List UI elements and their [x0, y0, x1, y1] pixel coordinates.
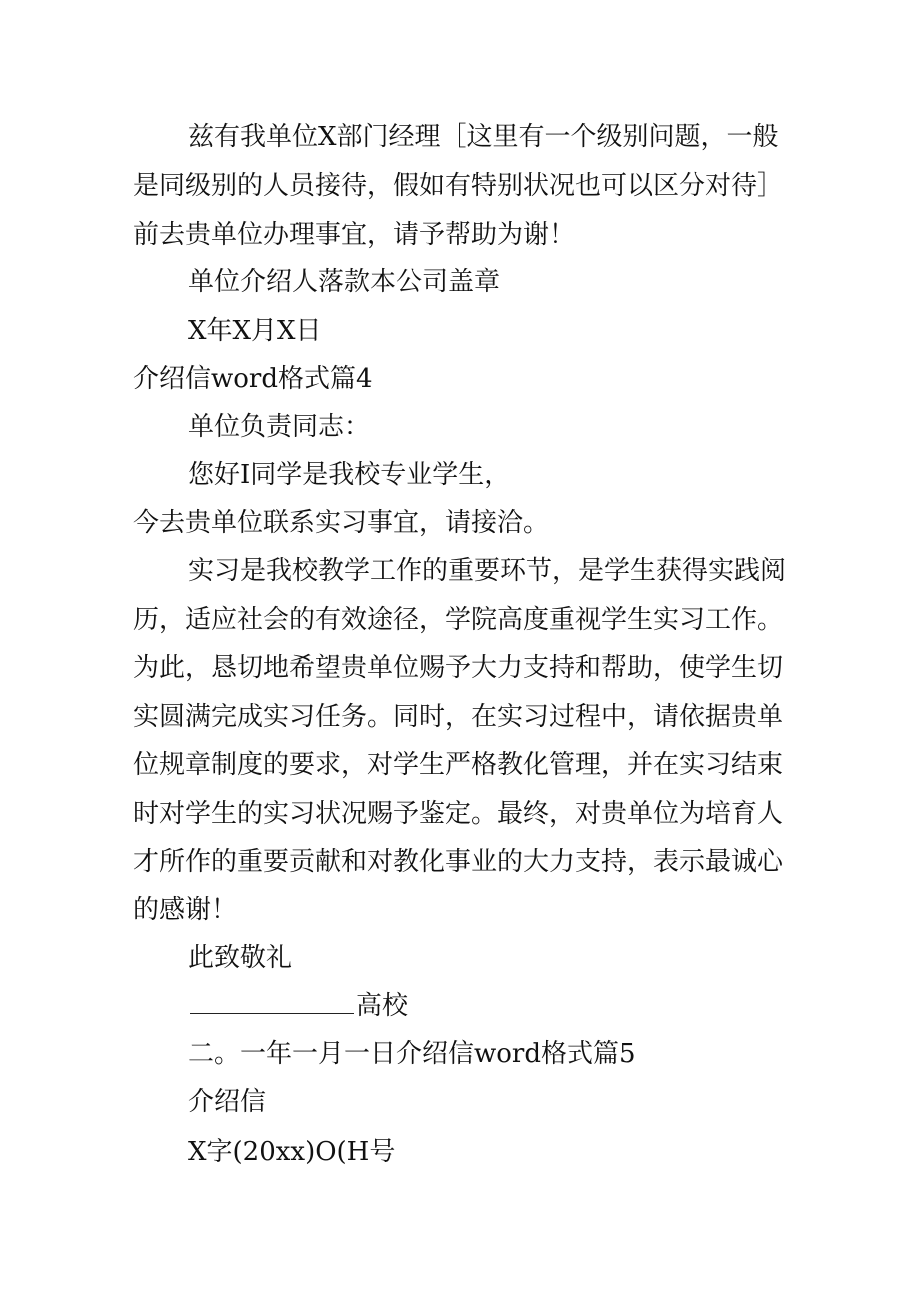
paragraph-line: 才所作的重要贡献和对教化事业的大力支持，表示最诚心: [133, 847, 784, 877]
greeting-continuation: 今去贵单位联系实习事宜，请接洽。: [133, 508, 550, 538]
paragraph-line: 的感谢！: [133, 895, 238, 925]
signature-line: 单位介绍人落款本公司盖章: [188, 267, 501, 297]
section-heading: 二。一年一月一日介绍信word格式篇5: [188, 1039, 636, 1069]
paragraph-line: 为此，恳切地希望贵单位赐予大力支持和帮助，使学生切: [133, 653, 784, 683]
blank-underline: [190, 1013, 354, 1014]
paragraph-line: 前去贵单位办理事宜，请予帮助为谢！: [133, 220, 576, 250]
school-signature: [190, 989, 408, 1023]
paragraph-line: 是同级别的人员接待，假如有特别状况也可以区分对待］: [133, 171, 784, 201]
school-suffix: 高校: [356, 991, 409, 1021]
paragraph-line: 实圆满完成实习任务。同时，在实习过程中，请依据贵单: [133, 702, 784, 732]
paragraph-line: 实习是我校教学工作的重要环节，是学生获得实践阅: [188, 556, 787, 586]
paragraph-line: 时对学生的实习状况赐予鉴定。最终，对贵单位为培育人: [133, 799, 784, 829]
paragraph-line: 历，适应社会的有效途径，学院高度重视学生实习工作。: [133, 605, 784, 635]
paragraph-line: 兹有我单位X部门经理［这里有一个级别问题，一般: [188, 122, 779, 152]
date-line: X年X月X日: [188, 316, 322, 346]
salutation: 单位负责同志：: [188, 412, 371, 442]
reference-number: X字(20xx)O(H号: [188, 1137, 396, 1167]
section-heading: 介绍信word格式篇4: [133, 364, 373, 394]
paragraph-line: 位规章制度的要求，对学生严格教化管理，并在实习结束: [133, 750, 784, 780]
greeting-line: 您好I同学是我校专业学生，: [188, 460, 511, 490]
closing-line: 此致敬礼: [188, 943, 293, 973]
letter-title: 介绍信: [188, 1087, 267, 1117]
